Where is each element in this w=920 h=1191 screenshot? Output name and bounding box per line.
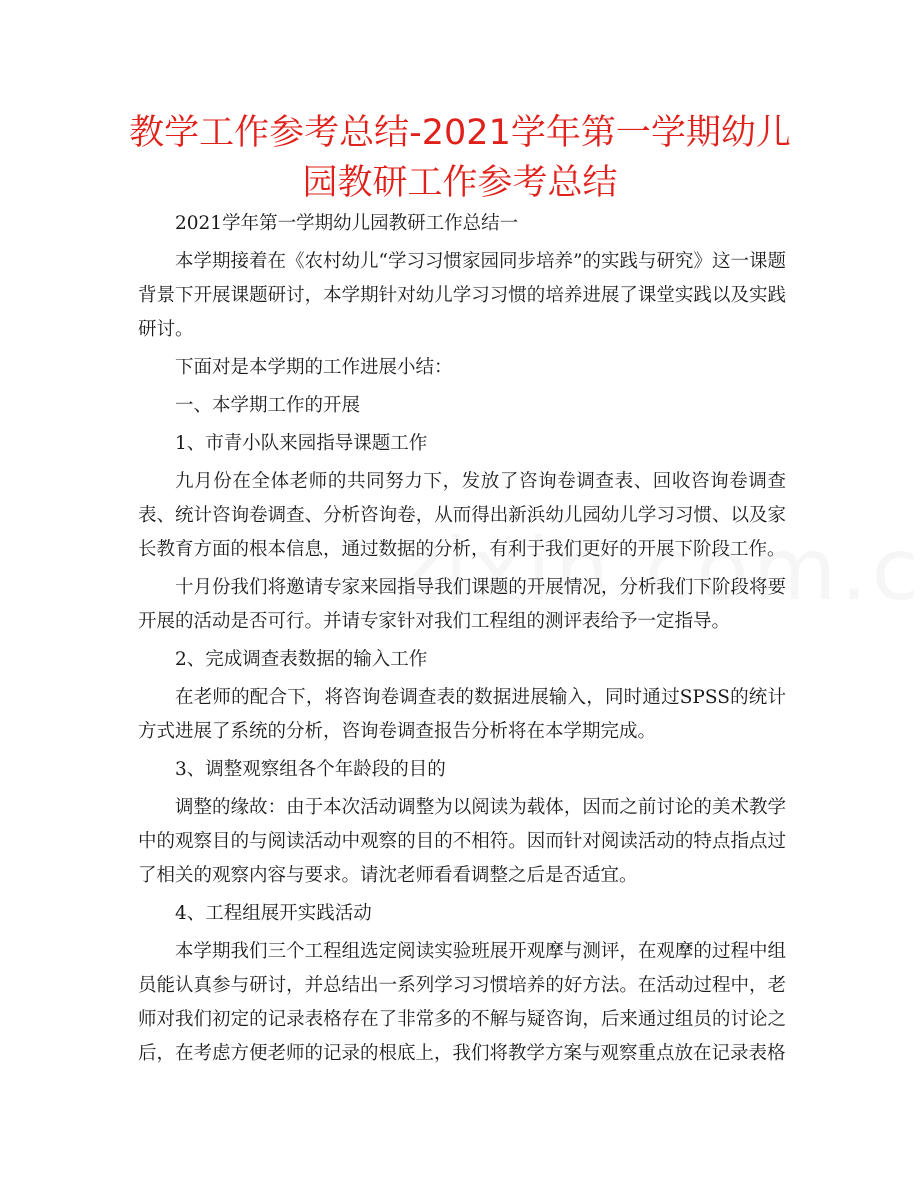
document-body <box>138 207 786 1075</box>
paragraph-adjustment: 调整的缘故：由于本次活动调整为以阅读为载体，因而之前讨论的美术教学中的观察目的与阅读活动中观察的目的不相符。因而针对阅读活动的特点指点过了相关的观察内容与要求。请沈老师看看调整之后是否适宜。 <box>138 797 786 886</box>
subsection-heading-4: 4、工程组展开实践活动 <box>175 903 372 924</box>
paragraph-summary-lead: 下面对是本学期的工作进展小结： <box>175 357 453 378</box>
section-heading-1: 一、本学期工作的开展 <box>175 395 361 416</box>
subsection-heading-3: 3、调整观察组各个年龄段的目的 <box>175 759 446 780</box>
paragraph-subtitle: 2021学年第一学期幼儿园教研工作总结一 <box>175 213 519 234</box>
paragraph-october: 十月份我们将邀请专家来园指导我们课题的开展情况，分析我们下阶段将要开展的活动是否可行。并请专家针对我们工程组的测评表给予一定指导。 <box>138 577 786 632</box>
paragraph-intro: 本学期接着在《农村幼儿“学习习惯家园同步培养”的实践与研究》这一课题背景下开展课题研讨，本学期针对幼儿学习习惯的培养进展了课堂实践以及实践研讨。 <box>138 251 786 340</box>
paragraph-data-input: 在老师的配合下，将咨询卷调查表的数据进展输入，同时通过SPSS的统计方式进展了系统的分析，咨询卷调查报告分析将在本学期完成。 <box>138 687 786 742</box>
document-title: 教学工作参考总结-2021学年第一学期幼儿园教研工作参考总结 <box>129 113 791 203</box>
subsection-heading-2: 2、完成调查表数据的输入工作 <box>175 649 428 670</box>
subsection-heading-1: 1、市青小队来园指导课题工作 <box>175 433 428 454</box>
paragraph-practice: 本学期我们三个工程组选定阅读实验班展开观摩与测评，在观摩的过程中组员能认真参与研讨，并总结出一系列学习习惯培养的好方法。在活动过程中，老师对我们初定的记录表格存在了非常多的不解与疑咨询，后来通过组员的讨论之后，在考虑方便老师的记录的根底上，我们将教学方案与观察重点放在记录表格 <box>138 941 786 1064</box>
paragraph-september: 九月份在全体老师的共同努力下，发放了咨询卷调查表、回收咨询卷调查表、统计咨询卷调查、分析咨询卷，从而得出新浜幼儿园幼儿学习习惯、以及家长教育方面的根本信息，通过数据的分析，有利于我们更好的开展下阶段工作。 <box>138 471 786 560</box>
